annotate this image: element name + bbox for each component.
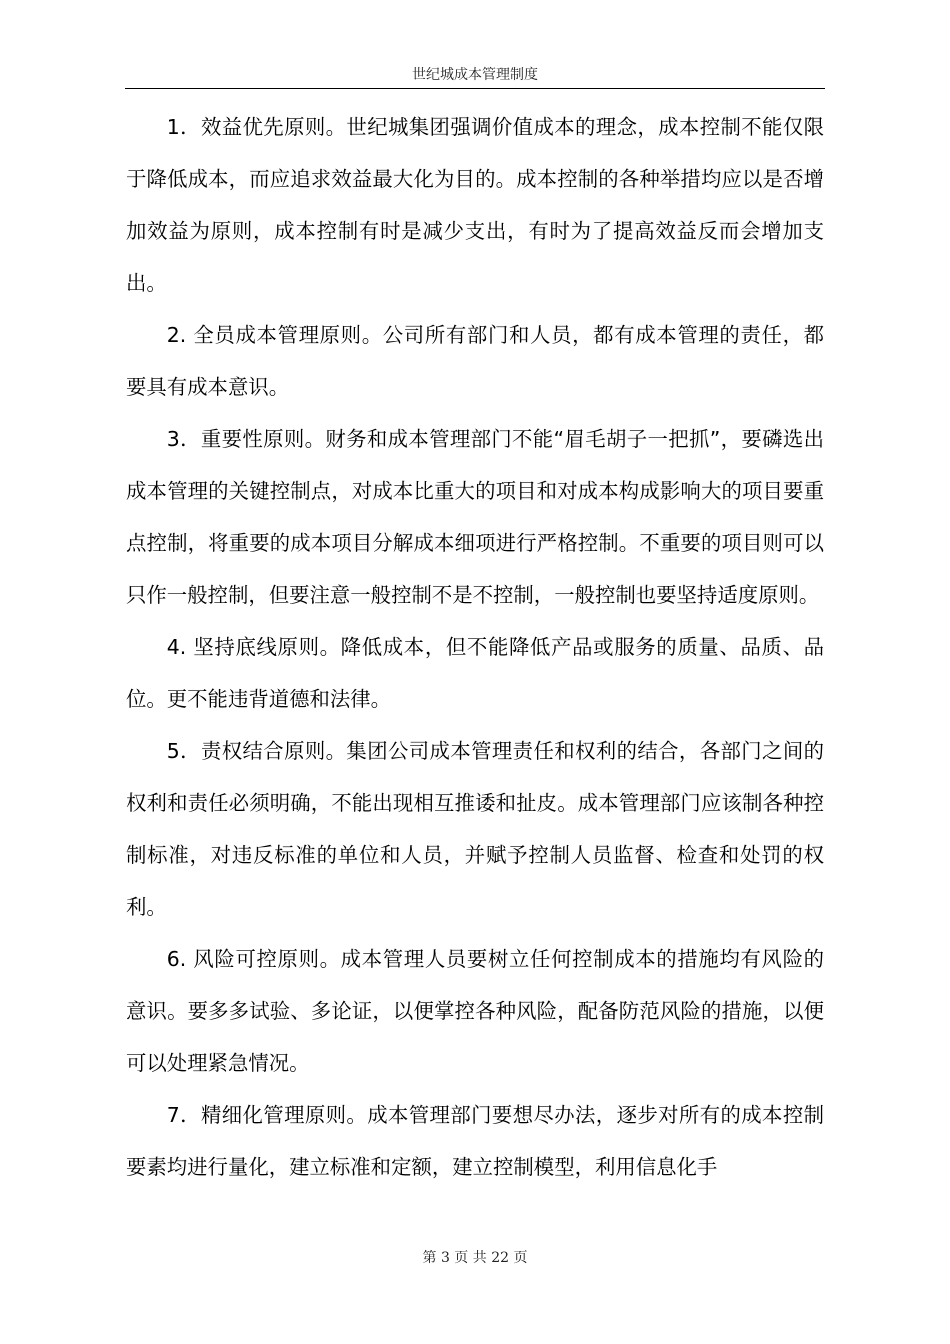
paragraph-principle-1: 1．效益优先原则。世纪城集团强调价值成本的理念，成本控制不能仅限于降低成本，而应追求效益最大化为目的。成本控制的各种举措均应以是否增加效益为原则，成本控制有时是减少支出，有时为了提高效益反而会增加支出。 <box>126 115 824 295</box>
paragraph-principle-7: 7．精细化管理原则。成本管理部门要想尽办法，逐步对所有的成本控制要素均进行量化，建立标准和定额，建立控制模型，利用信息化手 <box>126 1103 824 1179</box>
paragraph-principle-4: 4. 坚持底线原则。降低成本，但不能降低产品或服务的质量、品质、品位。更不能违背道德和法律。 <box>126 635 824 711</box>
paragraph-principle-3: 3．重要性原则。财务和成本管理部门不能“眉毛胡子一把抓”，要磷选出成本管理的关键控制点，对成本比重大的项目和对成本构成影响大的项目要重点控制，将重要的成本项目分解成本细项进行严格控制。不重要的项目则可以只作一般控制，但要注意一般控制不是不控制，一般控制也要坚持适度原则。 <box>126 427 824 607</box>
paragraph-principle-2: 2. 全员成本管理原则。公司所有部门和人员，都有成本管理的责任，都要具有成本意识。 <box>126 323 824 399</box>
page-number: 第 3 页 共 22 页 <box>422 1250 528 1266</box>
paragraph-principle-6: 6. 风险可控原则。成本管理人员要树立任何控制成本的措施均有风险的意识。要多多试验、多论证，以便掌控各种风险，配备防范风险的措施，以便可以处理紧急情况。 <box>126 947 824 1075</box>
page-footer <box>0 1248 950 1268</box>
document-body <box>126 101 824 1193</box>
paragraph-principle-5: 5．责权结合原则。集团公司成本管理责任和权利的结合，各部门之间的权利和责任必须明确，不能出现相互推诿和扯皮。成本管理部门应该制各种控制标准，对违反标准的单位和人员，并赋予控制人员监督、检查和处罚的权利。 <box>126 739 824 919</box>
page-header <box>125 64 825 89</box>
document-title: 世纪城成本管理制度 <box>412 67 538 83</box>
